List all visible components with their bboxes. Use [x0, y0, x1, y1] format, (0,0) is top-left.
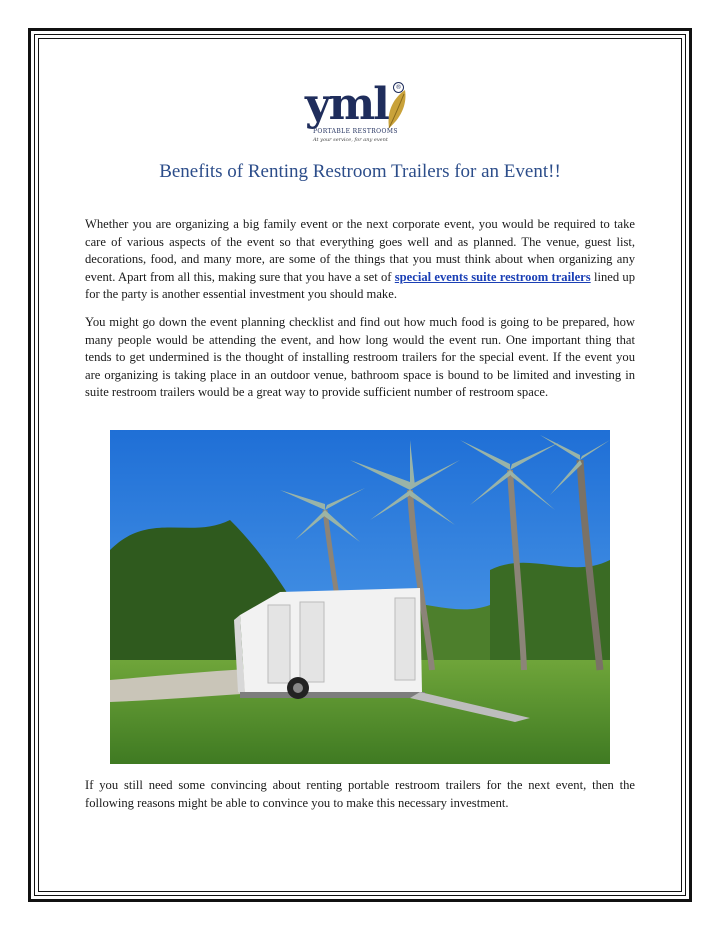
paragraph-intro [85, 216, 635, 304]
restroom-trailer-photo [110, 430, 610, 764]
paragraph-planning: You might go down the event planning checklist and find out how much food is going to be prepared, how many people would be attending the event, and how long would the event run. One important thing that tends to get undermined is the thought of installing restroom trailers for the special event. If the event you are organizing is taking place in an outdoor venue, bathroom space is bound to be limited and investing in suite restroom trailers would be a great way to provide sufficient number of restroom space. [85, 315, 635, 400]
leaf-icon [385, 88, 411, 130]
paragraph-closing: If you still need some convincing about renting portable restroom trailers for the next event, then the following reasons might be able to convince you to make this necessary investment. [85, 778, 635, 810]
page-title: Benefits of Renting Restroom Trailers for an Event!! [159, 161, 561, 182]
logo-tagline: At your service, for any event [313, 137, 388, 143]
trailer-illustration [110, 430, 610, 764]
registered-mark: ® [393, 82, 404, 93]
paragraph-intro-text: Whether you are organizing a big family event or the next corporate event, you would be required to take care of various aspects of the event so that everything goes well and as planned. The venue, guest list, decorations, food, and many more, are some of the things that you must think about when organizing any event. Apart from all this, making sure that you have a set of [85, 217, 635, 284]
logo-wordmark: yml [305, 79, 388, 130]
special-events-link[interactable]: special events suite restroom trailers [394, 269, 591, 284]
paragraph-intro-text-end: lined up for the party is another essential investment you should make. [85, 269, 635, 302]
logo-subtitle: PORTABLE RESTROOMS [313, 128, 398, 135]
company-logo [305, 80, 415, 150]
